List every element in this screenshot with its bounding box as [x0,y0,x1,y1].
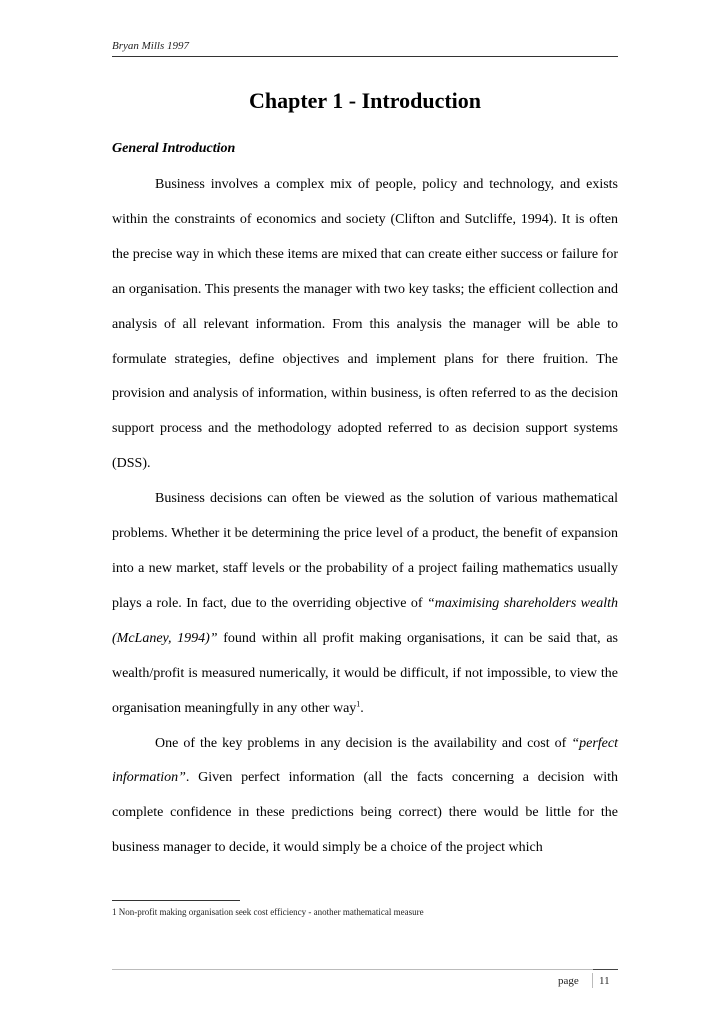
header-rule [112,56,618,57]
mclaney-quote: “maximising shareholders wealth (McLaney, 1994)” [112,595,619,646]
body-text [112,168,618,866]
page-label: page [558,975,579,987]
paragraph-3-text-a: One of the key problems in any decision is the availability and cost of [155,735,572,751]
paragraph-2-text-a: Business decisions can often be viewed as the solution of various mathematical problems. Whether it be determining the price level of a product, the benefit of expansion into a new market, staff levels or the probability of a project failing mathematics usually plays a role. In fact, due to the overriding objective of [112,491,618,611]
section-heading: General Introduction [112,141,236,156]
footer-rule-accent [593,969,618,970]
footer-rule [112,969,618,970]
perfect-information-quote: “perfect information” [112,735,618,786]
footnote-rule [112,900,240,901]
paragraph-2-text-b: found within all profit making organisations, it can be said that, as wealth/profit is measured numerically, it would be difficult, if not impossible, to view the organisation meaningfully in any other way [112,630,619,716]
document-page [112,0,618,1030]
running-header: Bryan Mills 1997 [112,40,189,52]
page-number: 11 [599,975,610,987]
footnote: 1 Non-profit making organisation seek cost efficiency - another mathematical measure [112,907,424,917]
chapter-title: Chapter 1 - Introduction [248,88,482,113]
paragraph-2 [112,482,618,726]
paragraph-3 [112,727,618,867]
paragraph-1: Business involves a complex mix of people, policy and technology, and exists within the constraints of economics and society (Clifton and Sutcliffe, 1994). It is often the precise way in which these items are mixed that can create either success or failure for an organisation. This presents the manager with two key tasks; the efficient collection and analysis of all relevant information. From this analysis the manager will be able to formulate strategies, define objectives and implement plans for there fruition. The provision and analysis of information, within business, is often referred to as the decision support process and the methodology adopted referred to as decision support systems (DSS). [112,177,618,472]
footer-separator [592,973,593,988]
paragraph-3-text-b: . Given perfect information (all the facts concerning a decision with complete confidence in these predictions being correct) there would be little for the business manager to decide, it would simply be a choice of the project which [112,770,618,856]
footnote-reference[interactable]: 1 [356,698,361,708]
paragraph-2-end: . [360,700,364,716]
